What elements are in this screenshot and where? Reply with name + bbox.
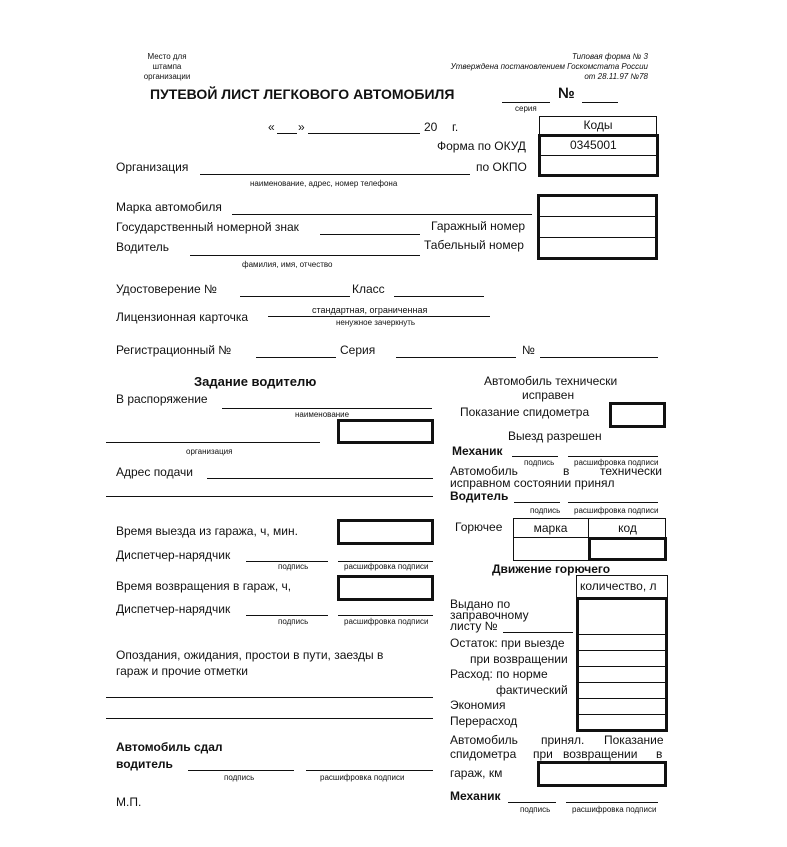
codes-garage-box <box>537 194 658 260</box>
fuel-row-5 <box>579 698 665 699</box>
odo-return-c: гараж, км <box>450 766 503 780</box>
dispatcher2-sign-caption: подпись <box>278 617 309 626</box>
stamp-line-3: организации <box>143 72 191 81</box>
mechanic-transcript-line[interactable] <box>568 456 658 457</box>
accepted-driver-sign-caption: подпись <box>530 506 561 515</box>
mechanic-sign-line[interactable] <box>512 456 558 457</box>
card-options-line <box>268 316 490 317</box>
fuel-movement-title: Движение горючего <box>492 562 611 576</box>
odo-return-b2: при <box>533 747 553 761</box>
address-label: Адрес подачи <box>116 465 193 479</box>
driver-caption: фамилия, имя, отчество <box>242 260 333 269</box>
dispatcher2-transcript-caption: расшифровка подписи <box>344 617 429 626</box>
accepted-driver-sign-line[interactable] <box>514 502 560 503</box>
organization-task-line[interactable] <box>106 442 320 443</box>
reg-number-line[interactable] <box>540 357 658 358</box>
accepted-label-b: в <box>563 464 570 478</box>
address-line-2[interactable] <box>106 496 433 497</box>
registration-label: Регистрационный № <box>116 343 232 357</box>
handover-sign-caption: подпись <box>224 773 255 782</box>
odo-return-a2: принял. <box>541 733 585 747</box>
issued-label-3: листу № <box>450 619 498 633</box>
date-open-quote: « <box>268 120 275 134</box>
issued-label-2: заправочному <box>450 608 529 622</box>
mechanic2-label: Механик <box>450 789 501 803</box>
dispatcher-sign-caption: подпись <box>278 562 309 571</box>
number-sign: № <box>558 85 575 102</box>
registration-line[interactable] <box>256 357 336 358</box>
fuel-code-header: код <box>618 521 637 535</box>
disposal-label: В распоряжение <box>116 392 208 406</box>
series-caption: серия <box>515 104 537 113</box>
card-hint: ненужное зачеркнуть <box>336 318 416 327</box>
class-label: Класс <box>352 282 385 296</box>
okpo-field[interactable] <box>541 156 656 174</box>
accepted-driver-transcript-caption: расшифровка подписи <box>574 506 659 515</box>
fuel-brand-header: марка <box>533 521 568 535</box>
delays-label: Опоздания, ожидания, простои в пути, заезды в <box>116 648 384 662</box>
accepted-label-c: технически <box>600 464 662 478</box>
stamp-line-2: штампа <box>152 62 182 71</box>
brand-label: Марка автомобиля <box>116 200 222 214</box>
fuel-row-4 <box>579 682 665 683</box>
organization-line[interactable] <box>200 174 470 175</box>
odo-return-b1: спидометра <box>450 747 517 761</box>
driver-line[interactable] <box>190 255 420 256</box>
codes-title: Коды <box>583 118 613 132</box>
delays-line-2[interactable] <box>106 718 433 719</box>
tech-ok-label: Автомобиль технически <box>484 374 618 388</box>
series-line[interactable] <box>502 102 550 103</box>
plate-line[interactable] <box>320 234 420 235</box>
class-line[interactable] <box>394 296 484 297</box>
usage-fact-label: фактический <box>496 683 568 697</box>
date-month-line[interactable] <box>308 133 420 134</box>
remain-return-label: при возвращении <box>470 652 568 666</box>
approved-by: Утверждена постановлением Госкомстата России <box>450 62 648 71</box>
economy-label: Экономия <box>450 698 506 712</box>
odo-return-a1: Автомобиль <box>450 733 518 747</box>
reg-number-label: № <box>522 343 535 357</box>
form-type: Типовая форма № 3 <box>572 52 648 61</box>
mechanic2-sign-line[interactable] <box>508 802 556 803</box>
issued-number-line[interactable] <box>503 632 573 633</box>
fuel-row-2 <box>579 650 665 651</box>
handover-transcript-caption: расшифровка подписи <box>320 773 405 782</box>
okpo-label: по ОКПО <box>476 160 527 174</box>
fuel-row-1 <box>579 634 665 635</box>
accepted-label-2: исправном состоянии принял <box>450 476 615 490</box>
quantity-label: количество, л <box>580 579 657 593</box>
organization-label: Организация <box>116 160 189 174</box>
okud-label: Форма по ОКУД <box>437 139 526 153</box>
delays-label-2: гараж и прочие отметки <box>116 664 248 678</box>
overuse-label: Перерасход <box>450 714 518 728</box>
tech-ok-label-2: исправен <box>522 388 575 402</box>
odo-return-b3: возвращении <box>563 747 638 761</box>
approved-date: от 28.11.97 №78 <box>584 72 648 81</box>
series-label: Серия <box>340 343 376 357</box>
handover-sign-line[interactable] <box>188 770 294 771</box>
handover-label: Автомобиль сдал <box>116 740 223 754</box>
return-time-box[interactable] <box>337 575 434 601</box>
task-title: Задание водителю <box>194 374 317 389</box>
brand-line[interactable] <box>232 214 532 215</box>
stamp-line-1: Место для <box>147 52 187 61</box>
page-title: ПУТЕВОЙ ЛИСТ ЛЕГКОВОГО АВТОМОБИЛЯ <box>150 86 455 102</box>
organization-caption: наименование, адрес, номер телефона <box>250 179 398 188</box>
license-line[interactable] <box>240 296 350 297</box>
mechanic2-sign-caption: подпись <box>520 805 551 814</box>
driver-label: Водитель <box>116 240 170 254</box>
handover-transcript-line[interactable] <box>306 770 433 771</box>
date-day-line[interactable] <box>277 133 297 134</box>
accepted-driver-transcript-line[interactable] <box>568 502 658 503</box>
okud-value: 0345001 <box>570 138 617 152</box>
mechanic-label: Механик <box>452 444 503 458</box>
odometer-exit-box[interactable] <box>609 402 666 428</box>
mp-label: М.П. <box>116 795 142 809</box>
address-line-1[interactable] <box>207 478 433 479</box>
odometer-return-box[interactable] <box>537 761 667 787</box>
return-label: Время возвращения в гараж, ч, <box>116 579 292 593</box>
odometer-label: Показание спидометра <box>460 405 590 419</box>
card-options[interactable]: стандартная, ограниченная <box>312 305 428 315</box>
stamp-place-label <box>135 52 199 82</box>
plate-label: Государственный номерной знак <box>116 220 299 234</box>
remain-exit-label: Остаток: при выезде <box>450 636 565 650</box>
accepted-label-a: Автомобиль <box>450 464 518 478</box>
codes-header <box>539 116 657 135</box>
mechanic2-transcript-caption: расшифровка подписи <box>572 805 657 814</box>
dispatcher2-label: Диспетчер-нарядчик <box>116 602 231 616</box>
fuel-row-6 <box>579 714 665 715</box>
mechanic2-transcript-line[interactable] <box>566 802 658 803</box>
dispatcher2-transcript-line[interactable] <box>338 615 433 616</box>
mechanic-sign-caption: подпись <box>524 458 555 467</box>
departure-label: Время выезда из гаража, ч, мин. <box>116 524 298 538</box>
dispatcher-transcript-caption: расшифровка подписи <box>344 562 429 571</box>
tabel-number-label: Табельный номер <box>424 238 524 252</box>
garage-number-label: Гаражный номер <box>431 219 526 233</box>
year-label: 20 <box>424 120 438 134</box>
handover-driver-label: водитель <box>116 757 173 771</box>
org-caption: организация <box>186 447 233 456</box>
disposal-line[interactable] <box>222 408 432 409</box>
usage-norm-label: Расход: по норме <box>450 667 548 681</box>
odo-return-a3: Показание <box>604 733 664 747</box>
series-field-line[interactable] <box>396 357 516 358</box>
issued-label: Выдано по <box>450 597 511 611</box>
fuel-quantity-box[interactable] <box>576 597 668 732</box>
departure-time-box[interactable] <box>337 519 434 545</box>
garage-divider <box>540 216 655 217</box>
exit-allowed-label: Выезд разрешен <box>508 429 602 443</box>
disposal-code-box[interactable] <box>337 419 434 444</box>
odo-return-b4: в <box>656 747 663 761</box>
accepted-driver-label: Водитель <box>450 489 509 503</box>
date-close-quote: » <box>298 120 305 134</box>
dispatcher-label: Диспетчер-нарядчик <box>116 548 231 562</box>
year-suffix: г. <box>452 120 459 134</box>
mechanic-transcript-caption: расшифровка подписи <box>574 458 659 467</box>
license-card-label: Лицензионная карточка <box>116 310 249 324</box>
sheet-number-line[interactable] <box>582 102 618 103</box>
fuel-code-box[interactable] <box>588 537 667 561</box>
dispatcher2-sign-line[interactable] <box>246 615 328 616</box>
name-caption: наименование <box>295 410 350 419</box>
delays-line-1[interactable] <box>106 697 433 698</box>
tabel-divider <box>540 237 655 238</box>
license-label: Удостоверение № <box>116 282 217 296</box>
fuel-brand-field[interactable] <box>514 538 588 560</box>
fuel-label: Горючее <box>455 520 503 534</box>
fuel-row-3 <box>579 666 665 667</box>
